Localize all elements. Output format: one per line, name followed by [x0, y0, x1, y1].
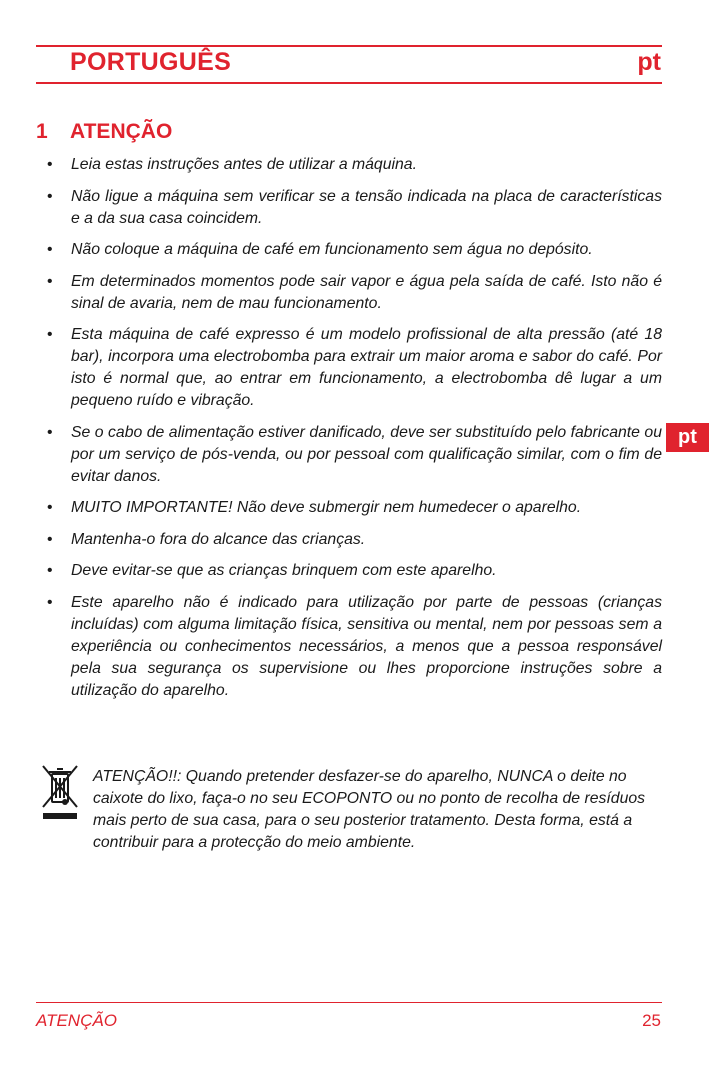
list-item: [44, 592, 662, 702]
list-item-text: Esta máquina de café expresso é um modelo profissional de alta pressão (até 18 bar), incorpora uma electrobomba para extrair um maior aroma e sabor do café. Por isto é normal que, ao entrar em funcionamento, a electrobomba dê lugar a um pequeno ruído e vibração.: [71, 326, 662, 409]
footer-section-name: ATENÇÃO: [36, 1011, 117, 1030]
header-bottom-rule: [36, 82, 662, 84]
list-item: [44, 529, 662, 551]
warning-list: [44, 154, 662, 711]
bullet-icon: •: [47, 272, 53, 290]
section-number: 1: [36, 120, 48, 143]
bullet-icon: •: [47, 187, 53, 205]
bullet-icon: •: [47, 156, 53, 173]
bullet-icon: •: [47, 530, 53, 548]
list-item-text: Mantenha-o fora do alcance das crianças.: [71, 530, 366, 548]
list-item-text: MUITO IMPORTANTE! Não deve submergir nem humedecer o aparelho.: [71, 499, 582, 516]
list-item: [44, 560, 662, 582]
list-item: [44, 239, 662, 261]
section-title: ATENÇÃO: [70, 120, 173, 143]
list-item-text: Se o cabo de alimentação estiver danificado, deve ser substituído pelo fabricante ou por um serviço de pós-venda, ou por pessoal com qualificação similar, com o fim de evitar danos.: [71, 423, 662, 485]
header-language-code: pt: [637, 48, 661, 76]
language-side-tab: pt: [666, 423, 709, 452]
list-item-text: Leia estas instruções antes de utilizar a máquina.: [71, 156, 417, 173]
header-top-rule: [36, 45, 662, 47]
footer-page-number: 25: [642, 1011, 661, 1030]
list-item: [44, 186, 662, 230]
crossed-out-wheelie-bin-icon: [40, 764, 80, 824]
list-item: [44, 324, 662, 412]
bullet-icon: •: [47, 593, 53, 611]
section-heading: [36, 120, 172, 144]
footer-rule: [36, 1002, 662, 1003]
list-item: [44, 154, 662, 176]
list-item: [44, 497, 662, 519]
bullet-icon: •: [47, 241, 53, 258]
header-language-title: PORTUGUÊS: [70, 48, 232, 76]
bullet-icon: •: [47, 423, 53, 441]
disposal-notice-text: ATENÇÃO!!: Quando pretender desfazer-se do aparelho, NUNCA o deite no caixote do lixo, faça-o no seu ECOPONTO ou no ponto de recolha de resíduos mais perto de sua casa, para o seu posterior tratamento. Desta forma, está a contribuir para a protecção do meio ambiente.: [93, 768, 646, 851]
bullet-icon: •: [47, 499, 53, 516]
list-item: [44, 271, 662, 315]
list-item-text: Não ligue a máquina sem verificar se a tensão indicada na placa de características e a da sua casa coincidem.: [71, 187, 662, 227]
list-item-text: Em determinados momentos pode sair vapor e água pela saída de café. Isto não é sinal de avaria, nem de mau funcionamento.: [71, 272, 662, 312]
list-item-text: Este aparelho não é indicado para utilização por parte de pessoas (crianças incluídas) com alguma limitação física, sensitiva ou mental, nem por pessoas sem a experiência ou conhecimentos necessários, a menos que a pessoa responsável pela sua segurança os supervisione ou lhes proporcione instruções sobre a utilização do aparelho.: [71, 593, 662, 699]
list-item: [44, 422, 662, 488]
bullet-icon: •: [47, 326, 53, 343]
list-item-text: Deve evitar-se que as crianças brinquem com este aparelho.: [71, 562, 497, 579]
bullet-icon: •: [47, 562, 53, 579]
list-item-text: Não coloque a máquina de café em funcionamento sem água no depósito.: [71, 241, 593, 258]
